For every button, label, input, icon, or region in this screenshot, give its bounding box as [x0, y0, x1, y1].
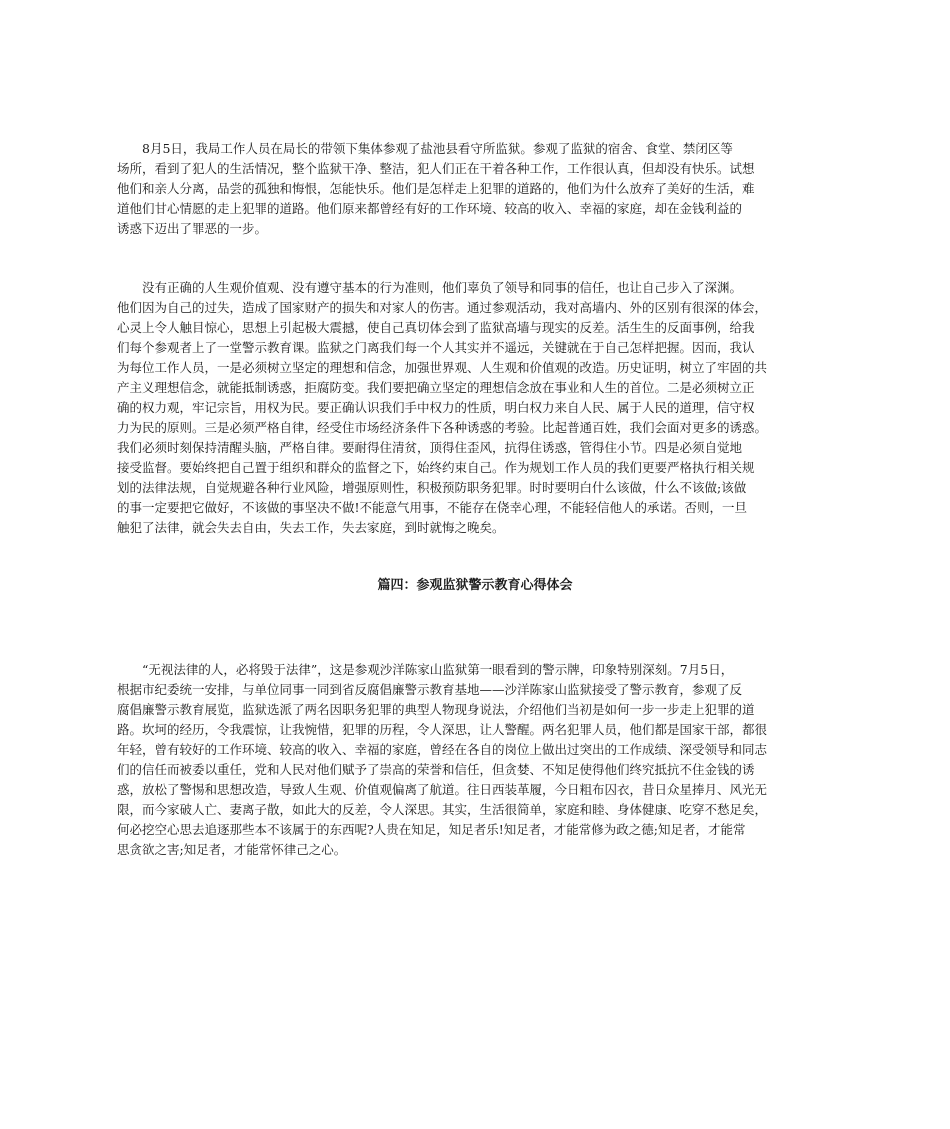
- paragraph-line: 确的权力观，牢记宗旨，用权为民。要正确认识我们手中权力的性质，明白权力来自人民、属于人民的道理，信守权: [117, 400, 755, 415]
- paragraph-line: 他们因为自己的过失，造成了国家财产的损失和对家人的伤害。通过参观活动，我对高墙内、外的区别有很深的体会，: [117, 300, 768, 315]
- paragraph-line: 根据市纪委统一安排，与单位同事一同到省反腐倡廉警示教育基地——沙洋陈家山监狱接受了警示教育，参观了反: [117, 682, 743, 697]
- paragraph-line: 年轻，曾有较好的工作环境、较高的收入、幸福的家庭，曾经在各自的岗位上做出过突出的工作成绩、深受领导和同志: [117, 742, 768, 757]
- paragraph-line: 划的法律法规，自觉规避各种行业风险，增强原则性，积极预防职务犯罪。时时要明白什么该做，什么不该做;该做: [117, 480, 747, 495]
- paragraph-line: “无视法律的人，必将毁于法律”，这是参观沙洋陈家山监狱第一眼看到的警示牌，印象特别深刻。7月5日，: [117, 662, 734, 677]
- paragraph-line: 他们和亲人分离，品尝的孤独和悔恨，怎能快乐。他们是怎样走上犯罪的道路的，他们为什么放弃了美好的生活，难: [117, 181, 755, 196]
- paragraph-line: 限，而今家破人亡、妻离子散，如此大的反差，令人深思。其实，生活很简单，家庭和睦、身体健康、吃穿不愁足矣，: [117, 802, 768, 817]
- paragraph-line: 们的信任而被委以重任，党和人民对他们赋予了崇高的荣誉和信任，但贪婪、不知足使得他们终究抵抗不住金钱的诱: [117, 762, 755, 777]
- paragraph-line: 的事一定要把它做好，不该做的事坚决不做!不能意气用事，不能存在侥幸心理，不能轻信他人的承诺。否则，一旦: [117, 500, 748, 515]
- section-heading: 篇四：参观监狱警示教育心得体会: [377, 578, 573, 593]
- paragraph-line: 没有正确的人生观价值观、没有遵守基本的行为准则，他们辜负了领导和同事的信任，也让自己步入了深渊。: [117, 280, 743, 295]
- paragraph-line: 诱惑下迈出了罪恶的一步。: [117, 221, 268, 236]
- paragraph-line: 我们必须时刻保持清醒头脑，严格自律。要耐得住清贫，顶得住歪风，抗得住诱惑，管得住小节。四是必须自觉地: [117, 440, 743, 455]
- paragraph-line: 惑，放松了警惕和思想改造，导致人生观、价值观偏离了航道。往日西装革履，今日粗布囚衣，昔日众星捧月、风光无: [117, 782, 768, 797]
- paragraph-line: 8月5日，我局工作人员在局长的带领下集体参观了盐池县看守所监狱。参观了监狱的宿舍、食堂、禁闭区等: [117, 141, 733, 156]
- paragraph-line: 力为民的原则。三是必须严格自律，经受住市场经济条件下各种诱惑的考验。比起普通百姓，我们会面对更多的诱惑。: [117, 420, 768, 435]
- paragraph-line: 产主义理想信念，就能抵制诱惑，拒腐防变。我们要把确立坚定的理想信念放在事业和人生的首位。二是必须树立正: [117, 380, 755, 395]
- paragraph-line: 接受监督。要始终把自己置于组织和群众的监督之下，始终约束自己。作为规划工作人员的我们更要严格执行相关规: [117, 460, 755, 475]
- paragraph-line: 心灵上令人触目惊心，思想上引起极大震撼，使自己真切体会到了监狱高墙与现实的反差。活生生的反面事例，给我: [117, 320, 755, 335]
- paragraph-line: 道他们甘心情愿的走上犯罪的道路。他们原来都曾经有好的工作环境、较高的收入、幸福的家庭，却在金钱利益的: [117, 201, 743, 216]
- paragraph-line: 腐倡廉警示教育展览，监狱选派了两名因职务犯罪的典型人物现身说法，介绍他们当初是如何一步一步走上犯罪的道: [117, 702, 755, 717]
- paragraph-line: 路。坎坷的经历，令我震惊，让我惋惜，犯罪的历程，令人深思，让人警醒。两名犯罪人员，他们都是国家干部，都很: [117, 722, 768, 737]
- paragraph-line: 们每个参观者上了一堂警示教育课。监狱之门离我们每一个人其实并不遥远，关键就在于自己怎样把握。因而，我认: [117, 340, 755, 355]
- paragraph-line: 何必挖空心思去追逐那些本不该属于的东西呢?人贵在知足，知足者乐!知足者，才能常修为政之德;知足者，才能常: [117, 822, 746, 837]
- paragraph-line: 为每位工作人员，一是必须树立坚定的理想和信念，加强世界观、人生观和价值观的改造。历史证明，树立了牢固的共: [117, 360, 768, 375]
- paragraph-line: 场所，看到了犯人的生活情况，整个监狱干净、整洁，犯人们正在干着各种工作，工作很认真，但却没有快乐。试想: [117, 161, 755, 176]
- paragraph-line: 思贪欲之害;知足者，才能常怀律己之心。: [117, 842, 347, 857]
- paragraph-line: 触犯了法律，就会失去自由，失去工作，失去家庭，到时就悔之晚矣。: [117, 520, 505, 535]
